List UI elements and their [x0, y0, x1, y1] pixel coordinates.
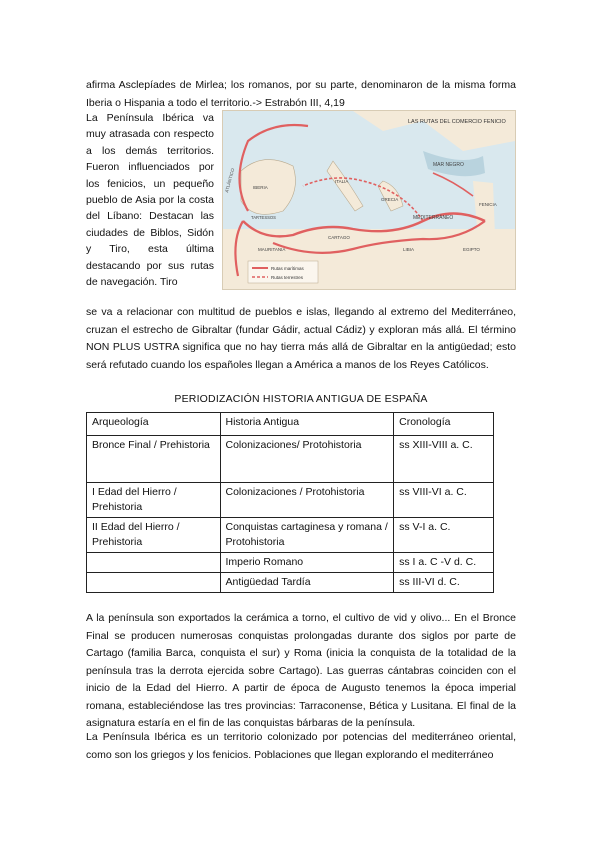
- map-title: LAS RUTAS DEL COMERCIO FENICIO: [408, 119, 506, 125]
- table-row: [87, 518, 494, 553]
- table-cell: ss V-I a. C.: [394, 518, 494, 553]
- table-cell: I Edad del Hierro / Prehistoria: [87, 483, 221, 518]
- map-label-fenicia: FENICIA: [479, 202, 497, 207]
- phoenician-routes-map: [222, 110, 516, 290]
- table-cell: Antigüedad Tardía: [220, 573, 394, 593]
- map-label-iberia: IBERIA: [253, 185, 268, 190]
- table-cell: Colonizaciones / Protohistoria: [220, 483, 394, 518]
- map-label-mauritania: MAURITANIA: [258, 247, 286, 252]
- table-cell: [87, 573, 221, 593]
- map-label-italia: ITALIA: [335, 179, 349, 184]
- table-row: [87, 573, 494, 593]
- map-label-mediterraneo: MEDITERRÁNEO: [413, 215, 454, 221]
- intro-paragraph: afirma Asclepíades de Mirlea; los romanos, por su parte, denominaron de la misma forma Iberia o Hispania a todo el territorio.-> Estrabón III, 4,19: [86, 79, 516, 109]
- table-row: [87, 436, 494, 483]
- table-cell: Bronce Final / Prehistoria: [87, 436, 221, 483]
- table-header-cell: Arqueología: [87, 413, 221, 436]
- last-paragraph: La Península Ibérica es un territorio colonizado por potencias del mediterráneo oriental, como son los griegos y los fenicios. Poblaciones que llegan explorando el mediterráneo: [86, 731, 516, 761]
- map-label-egipto: EGIPTO: [463, 247, 480, 252]
- left-paragraph: La Península Ibérica va muy atrasada con respecto a los demás territorios. Fueron influenciados por los fenicios, un pequeño pueblo de Asia por la costa del Líbano: Destacan las ciudades de Biblos, Sidón y Tiro, esta última destacando por sus rutas de navegación. Tiro: [86, 112, 214, 289]
- continuation-paragraph: se va a relacionar con multitud de pueblos e islas, llegando al extremo del Mediterráneo, cruzan el estrecho de Gibraltar (fundar Gádir, actual Cádiz) y exploran más allá. El término NON PLUS USTRA significa que no hay tierra más allá de Gibraltar en la antigüedad; esto será refutado cuando los españoles llegan a América a manos de los Reyes Católicos.: [86, 306, 516, 371]
- table-cell: Conquistas cartaginesa y romana / Protohistoria: [220, 518, 394, 553]
- table-cell: ss XIII-VIII a. C.: [394, 436, 494, 483]
- map-label-cartago: CARTAGO: [328, 235, 350, 240]
- map-label-libia: LIBIA: [403, 247, 415, 252]
- table-cell: II Edad del Hierro / Prehistoria: [87, 518, 221, 553]
- table-cell: ss III-VI d. C.: [394, 573, 494, 593]
- map-label-atlantico: ATLÁNTICO: [224, 167, 236, 194]
- table-header-row: [87, 413, 494, 436]
- table-row: [87, 553, 494, 573]
- table-heading: PERIODIZACIÓN HISTORIA ANTIGUA DE ESPAÑA: [174, 393, 428, 405]
- table-row: [87, 483, 494, 518]
- table-header-cell: Historia Antigua: [220, 413, 394, 436]
- map-legend-land: Rutas terrestres: [271, 275, 304, 280]
- map-label-mar-negro: MAR NEGRO: [433, 162, 464, 168]
- map-legend-sea: Rutas marítimas: [271, 266, 304, 271]
- map-land-iberia: [241, 160, 295, 215]
- table-cell: ss VIII-VI a. C.: [394, 483, 494, 518]
- map-label-grecia: GRECIA: [381, 197, 399, 202]
- table-cell: [87, 553, 221, 573]
- map-graphic: [223, 111, 515, 289]
- periodization-table: [86, 412, 494, 593]
- bronce-paragraph: A la península son exportados la cerámica a torno, el cultivo de vid y olivo... En el Bronce Final se producen numerosas conquistas prolongadas durante dos siglos por parte de Cartago (familia Barca, conquista el sur) y Roma (inicia la conquista de la totalidad de la península tras la derrota ejercida sobre Cartago). Las guerras cántabras coinciden con el inicio de la Edad del Hierro. A partir de época de Augusto tenemos la época imperial romana, estableciéndose las tres provincias: Tarraconense, Bética y Lusitana. El final de la asignatura estaría en el fin de las conquistas bárbaras de la península.: [86, 612, 516, 729]
- table-cell: Imperio Romano: [220, 553, 394, 573]
- table-cell: ss I a. C -V d. C.: [394, 553, 494, 573]
- table-header-cell: Cronología: [394, 413, 494, 436]
- table-cell: Colonizaciones/ Protohistoria: [220, 436, 394, 483]
- map-label-tartessos: TARTESSOS: [251, 215, 276, 220]
